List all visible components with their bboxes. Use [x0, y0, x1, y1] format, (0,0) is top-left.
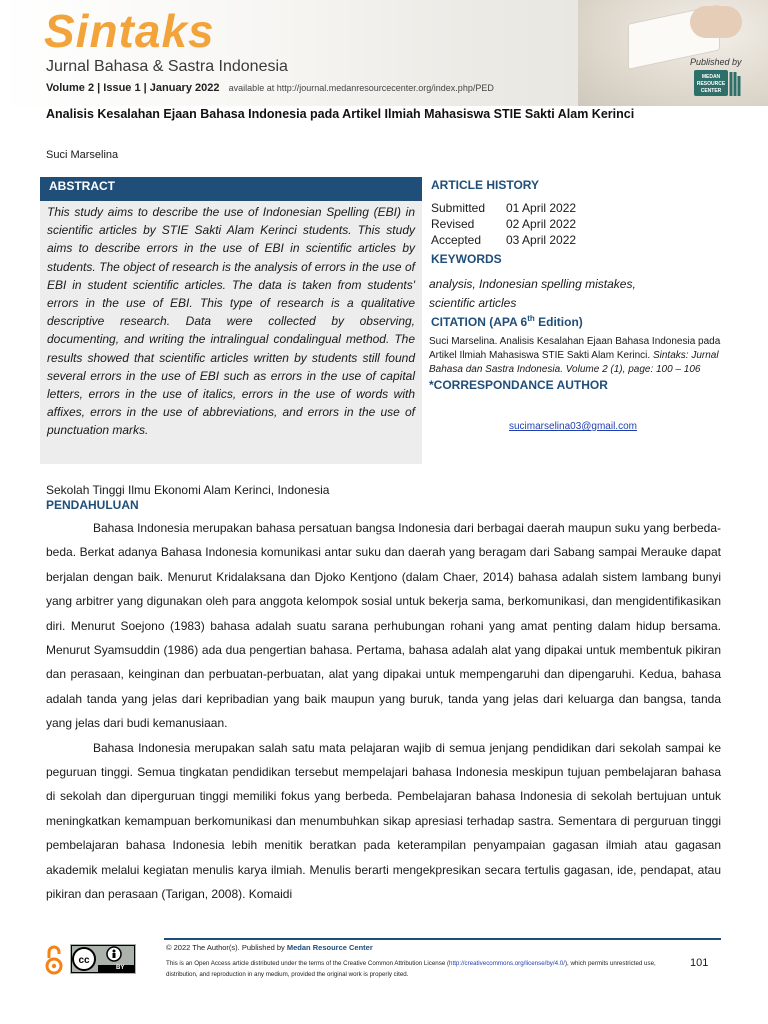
volume-info: Volume 2 | Issue 1 | January 2022 [46, 82, 220, 94]
keywords-list [429, 275, 699, 313]
svg-text:MEDAN: MEDAN [701, 74, 721, 80]
correspondence-email-link[interactable]: sucimarselina03@gmail.com [509, 421, 637, 432]
body-text [46, 516, 721, 907]
footer-publisher: Medan Resource Center [286, 943, 373, 952]
abstract-text: This study aims to describe the use of Indonesian Spelling (EBI) in scientific articles by STIE Sakti Alam Kerinci students. This study aims to describe errors in the use of EBI in scientific articles by students. The object of research is the analysis of errors in the use of EBI in student scientific articles. The data is taken from students' errors in the use of EBI. This type of research is a qualitative descriptive research. Data were collected by observing, documenting, and writing the intralingual condalingual method. The results showed that scientific articles written by students still found several errors in the use of EBI such as errors in the use of capital letters, errors in the use of italics, errors in the use of words with affixes, errors in the use of abbreviations, and errors in the use of punctuation marks. [47, 205, 415, 438]
published-by-label: Published by [690, 57, 742, 67]
citation-heading-text: CITATION (APA 6 [431, 315, 528, 329]
svg-text:RESOURCE: RESOURCE [696, 81, 726, 87]
footer-license-post: ), which permits unrestricted use, distribution, and reproduction in any medium, provided the original work is properly cited. [166, 960, 656, 978]
citation-heading [431, 314, 583, 329]
citation-heading-end: Edition) [534, 315, 583, 329]
hand-image [690, 6, 742, 38]
footer-license-pre: This is an Open Access article distributed under the terms of the Creative Common Attribution License ( [166, 960, 450, 967]
article-history-heading: ARTICLE HISTORY [431, 178, 540, 192]
abstract-box [40, 201, 422, 464]
section-heading: PENDAHULUAN [46, 498, 139, 512]
page-number: 101 [690, 957, 709, 969]
open-access-icon [44, 944, 64, 976]
cc-by-badge-icon [70, 944, 136, 974]
history-label: Accepted [431, 233, 482, 248]
article-title: Analisis Kesalahan Ejaan Bahasa Indonesia pada Artikel Ilmiah Mahasiswa STIE Sakti Alam Kerinci [46, 107, 635, 121]
license-url-link[interactable]: http://creativecommons.org/license/by/4.0/ [449, 960, 565, 967]
journal-logo-title: Sintaks [44, 5, 215, 57]
journal-banner [0, 0, 768, 106]
keywords-line: scientific articles [429, 296, 517, 310]
citation-heading-sup: th [527, 314, 535, 323]
article-history-list [431, 201, 576, 250]
history-date: 03 April 2022 [506, 233, 577, 248]
history-date: 02 April 2022 [506, 217, 577, 232]
body-paragraph: Bahasa Indonesia merupakan bahasa persatuan bangsa Indonesia dari berbagai daerah maupun suku yang berbeda-beda. Berkat adanya Bahasa Indonesia komunikasi antar suku dan daerah yang beragam dari Sabang sampai Merauke dapat berjalan dengan baik. Menurut Kridalaksana dan Djoko Kentjono (dalam Chaer, 2014) bahasa adalah sistem lambang bunyi yang arbitrer yang digunakan oleh para anggota kelompok sosial untuk bekerja sama, berkomunikasi, dan mengidentifikasikan diri. Menurut Soejono (1983) bahasa adalah suatu sarana perhubungan rohani yang amat penting dalam hidup bersama. Menurut Syamsuddin (1986) ada dua pengertian bahasa. Pertama, bahasa adalah alat yang dipakai untuk membentuk pikiran dan perasaan, keinginan dan perbuatan-perbuatan, alat yang dipakai untuk mempengaruhi dan dipengaruhi. Kedua, bahasa adalah tanda yang jelas dari kepribadian yang baik maupun yang buruk, tanda yang jelas dari keluarga dan bangsa, tanda yang jelas dari budi kemanusiaan. [46, 521, 721, 731]
abstract-heading: ABSTRACT [49, 179, 115, 193]
history-date: 01 April 2022 [506, 201, 577, 215]
history-row [431, 233, 576, 249]
history-row [431, 201, 576, 217]
volume-line [46, 82, 494, 94]
citation-text [429, 335, 729, 378]
svg-text:CENTER: CENTER [700, 88, 722, 94]
cc-by-license-icon [70, 944, 136, 974]
abstract-heading-bar [40, 177, 422, 201]
history-label: Revised [431, 217, 475, 232]
author-name: Suci Marselina [46, 149, 119, 161]
footer-license [166, 958, 676, 980]
keywords-line: analysis, Indonesian spelling mistakes, [429, 277, 636, 291]
correspondence-heading: *CORRESPONDANCE AUTHOR [429, 378, 608, 392]
history-label: Submitted [431, 201, 486, 215]
history-row [431, 217, 576, 233]
cc-by-label: BY [116, 965, 125, 971]
citation-italic: Sintaks: Jurnal Bahasa dan Sastra Indonesia. Volume 2 (1), page: 100 – 106 [429, 350, 719, 376]
body-paragraph: Bahasa Indonesia merupakan salah satu mata pelajaran wajib di semua jenjang pendidikan dari sekolah sampai ke peguruan tinggi. Semua tingkatan pendidikan tersebut mempelajari bahasa Indonesia meskipun tujuan pembelajaran bahasa di sekolah dan diperguruan tinggi memiliki fokus yang berbeda. Pembelajaran bahasa Indonesia di sekolah bertujuan untuk meningkatkan kemampuan berkomunikasi dan menumbuhkan sikap apresiasi terhadap sastra. Sementara di perguruan tinggi pembelajaran bahasa Indonesia lebih menitik beratkan pada keterampilan penyampaian gagasan ilmiah atau gagasan akademik melalui kegiatan menulis karya ilmiah. Menulis berarti mengekpresikan secara tertulis gagasan, ide, pendapat, atau pikiran dan perasaan (Tarigan, 2008). Komaidi [46, 740, 721, 902]
footer-rule [164, 938, 721, 940]
journal-url[interactable]: available at http://journal.medanresourcecenter.org/index.php/PED [228, 83, 494, 93]
keywords-heading: KEYWORDS [431, 252, 502, 266]
publisher-logo-icon [694, 66, 742, 100]
author-affiliation: Sekolah Tinggi Ilmu Ekonomi Alam Kerinci, Indonesia [46, 483, 330, 497]
svg-text:cc: cc [78, 955, 90, 966]
footer-copyright-text: © 2022 The Author(s). Published by [166, 943, 287, 952]
footer-copyright [166, 943, 373, 952]
journal-subtitle: Jurnal Bahasa & Sastra Indonesia [46, 58, 288, 75]
citation-plain: Suci Marselina. Analisis Kesalahan Ejaan Bahasa Indonesia pada Artikel Ilmiah Mahasiswa STIE Sakti Alam Kerinci. [429, 336, 721, 362]
